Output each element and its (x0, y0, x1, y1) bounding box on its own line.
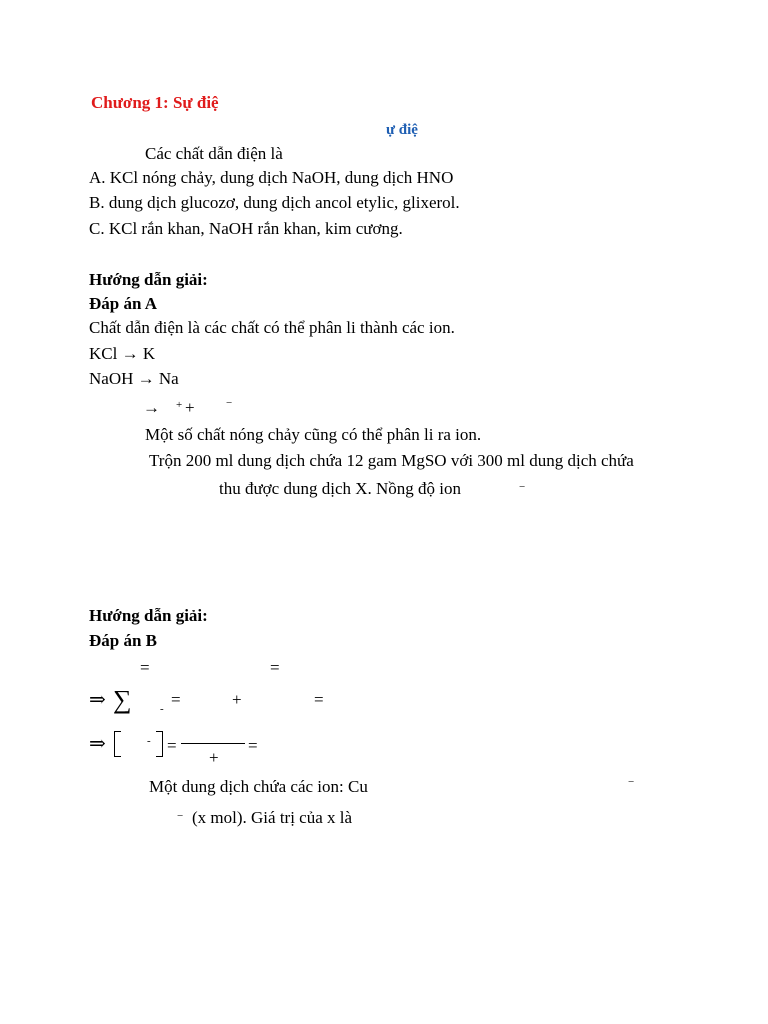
equation-naoh: NaOH → Na (89, 369, 179, 388)
solution1-explanation: Chất dẫn điện là các chất có thể phân li thành các ion. (89, 318, 455, 337)
equation-e-equals: = (167, 736, 177, 755)
implies-symbol-1: ⇒ (89, 689, 106, 711)
q3-line2-minus: − (177, 810, 184, 822)
equation-kcl: KCl → K (89, 344, 156, 363)
q2-line2-minus: − (519, 481, 526, 493)
equation-3-minus-sup: − (226, 397, 233, 409)
sigma-subscript-minus: - (160, 703, 164, 715)
left-bracket (114, 731, 121, 757)
q1-option-c: C. KCl rắn khan, NaOH rắn khan, kim cương. (89, 219, 403, 238)
sigma-symbol: ∑ (113, 685, 132, 714)
equation-a-equals: = (140, 658, 150, 677)
q1-option-b: B. dung dịch glucozơ, dung dịch ancol etylic, glixerol. (89, 193, 460, 212)
equation-c-equals: = (171, 690, 181, 709)
solution2-answer: Đáp án B (89, 631, 158, 650)
q3-line2: (x mol). Giá trị của x là (192, 808, 353, 827)
q2-line1: Trộn 200 ml dung dịch chứa 12 gam MgSO với 300 ml dung dịch chứa (149, 451, 634, 470)
q3-line1-minus: − (628, 776, 635, 788)
bracket-minus: - (147, 735, 151, 747)
equation-f-equals: = (248, 736, 258, 755)
equation-b-equals: = (270, 658, 280, 677)
equation-3-plus: + (185, 398, 195, 417)
q3-line1: Một dung dịch chứa các ion: Cu (149, 777, 368, 796)
equation-d-equals: = (314, 690, 324, 709)
fraction-line (181, 743, 245, 744)
implies-symbol-2: ⇒ (89, 733, 106, 755)
q2-line2: thu được dung dịch X. Nồng độ ion (219, 479, 462, 498)
chapter-title: Chương 1: Sự điệ (91, 93, 219, 112)
solution2-heading: Hướng dẫn giải: (89, 606, 208, 625)
denominator-plus: + (209, 748, 219, 767)
equation-plus: + (232, 690, 242, 709)
section-fragment: ự điệ (386, 122, 418, 138)
solution1-note: Một số chất nóng chảy cũng có thể phân li ra ion. (145, 425, 482, 444)
q1-stem: Các chất dẫn điện là (145, 144, 283, 163)
equation-3-plus-sup: + (176, 399, 183, 411)
right-bracket (156, 731, 163, 757)
solution1-answer: Đáp án A (89, 294, 158, 313)
equation-3-arrow: → (143, 398, 160, 417)
q1-option-a: A. KCl nóng chảy, dung dịch NaOH, dung dịch HNO (89, 168, 454, 187)
solution1-heading: Hướng dẫn giải: (89, 270, 208, 289)
